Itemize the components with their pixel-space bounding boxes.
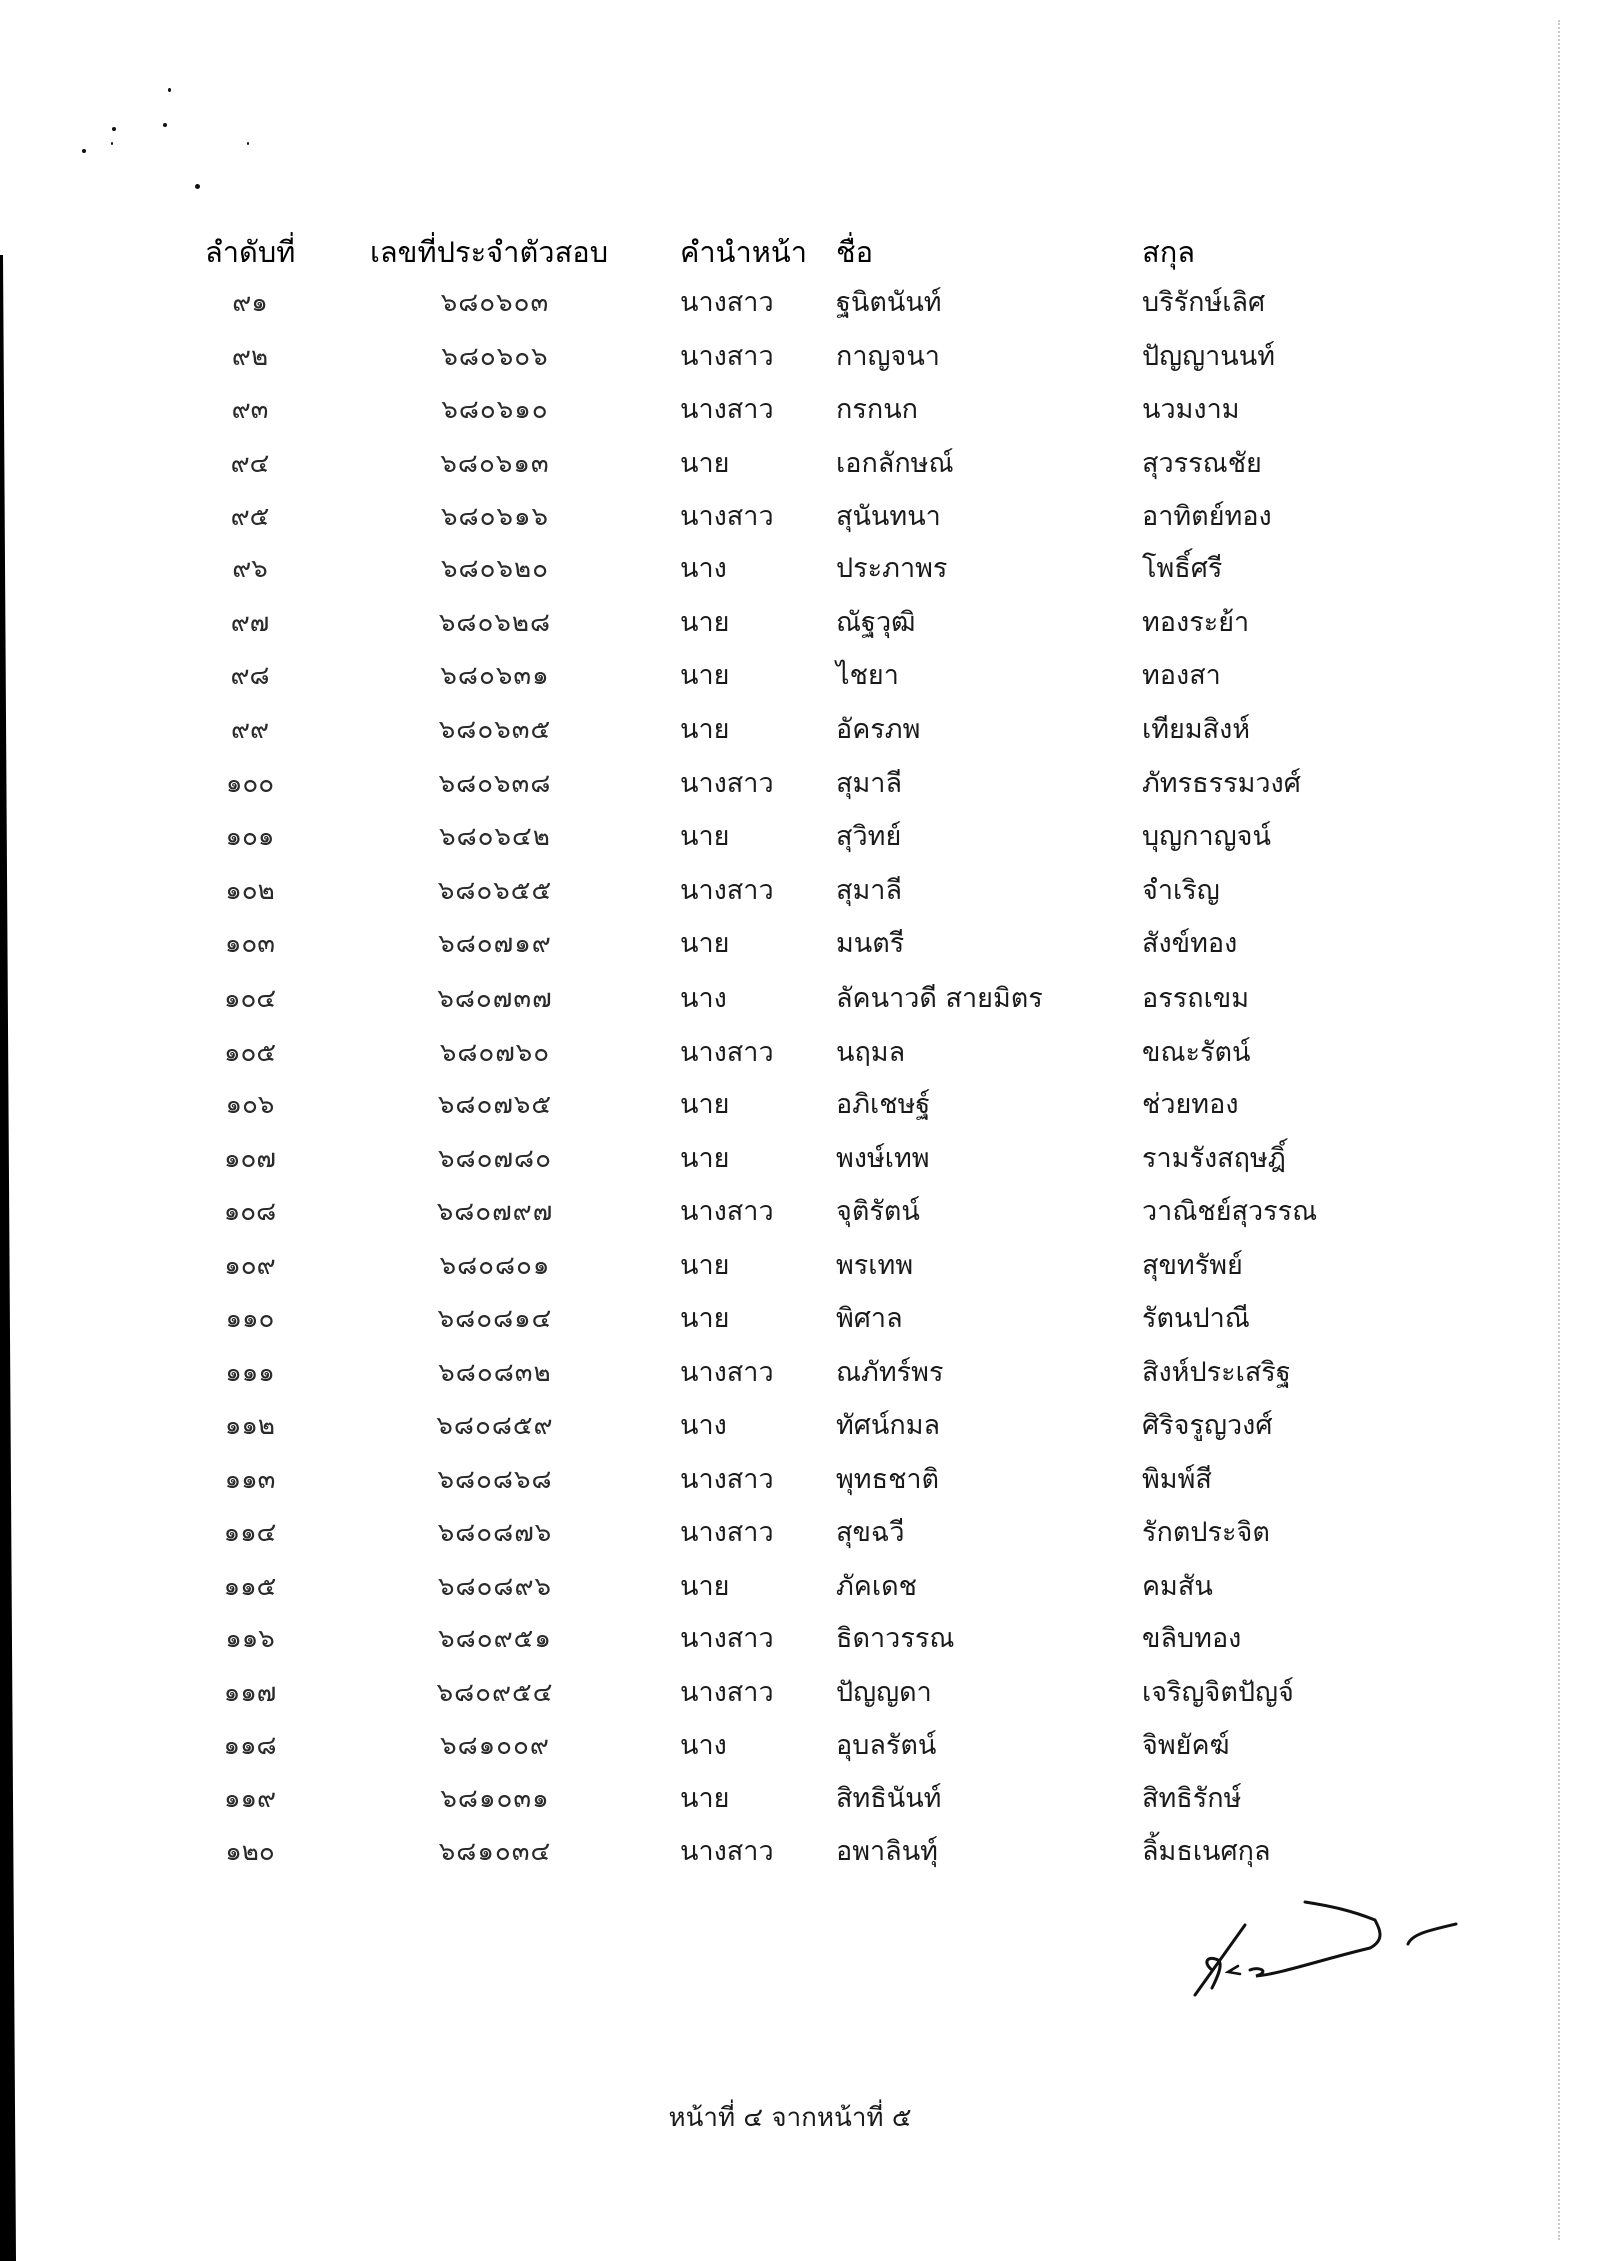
header-first-name: ชื่อ	[836, 235, 874, 269]
row-first-name: อพาลินทุ์	[836, 1836, 938, 1867]
row-first-name: ทัศน์กมล	[836, 1410, 941, 1441]
row-prefix: นางสาว	[680, 394, 774, 425]
row-first-name: จุติรัตน์	[836, 1196, 920, 1227]
speck	[112, 127, 116, 131]
row-no: ๑๐๕	[223, 1038, 277, 1068]
row-prefix: นาง	[680, 1410, 727, 1441]
row-no: ๙๖	[232, 554, 268, 584]
row-first-name: พรเทพ	[836, 1250, 914, 1281]
row-first-name: อภิเชษฐ์	[836, 1089, 931, 1120]
row-last-name: คมสัน	[1142, 1571, 1213, 1602]
row-first-name: อุบลรัตน์	[836, 1730, 937, 1761]
speck	[195, 184, 200, 189]
table-row	[0, 979, 1600, 1019]
table-row	[0, 1246, 1600, 1286]
speck	[82, 149, 86, 153]
row-no: ๙๙	[230, 715, 270, 745]
row-no: ๑๐๒	[225, 876, 275, 906]
row-no: ๙๓	[231, 395, 269, 425]
row-prefix: นางสาว	[680, 1037, 774, 1068]
row-no: ๙๒	[231, 342, 269, 372]
table-row	[0, 1460, 1600, 1500]
row-last-name: ทองสา	[1142, 660, 1221, 691]
header-no: ลำดับที่	[205, 235, 296, 269]
row-no: ๑๑๐	[225, 1304, 275, 1334]
row-exam-id: ๖๘๐๘๑๔	[437, 1304, 553, 1334]
row-exam-id: ๖๘๐๖๕๕	[437, 876, 553, 906]
row-first-name: สุนันทนา	[836, 501, 941, 532]
row-last-name: ช่วยทอง	[1142, 1089, 1239, 1120]
row-prefix: นาย	[680, 660, 730, 691]
table-row	[0, 1726, 1600, 1766]
row-last-name: เจริญจิตปัญจ์	[1142, 1677, 1294, 1708]
row-prefix: นางสาว	[680, 1517, 774, 1548]
table-row	[0, 1673, 1600, 1713]
row-no: ๑๑๖	[225, 1624, 275, 1654]
row-prefix: นาย	[680, 1089, 730, 1120]
row-first-name: ไชยา	[836, 660, 899, 691]
row-first-name: ภัคเดช	[836, 1571, 917, 1602]
row-prefix: นาย	[680, 821, 730, 852]
row-prefix: นางสาว	[680, 1357, 774, 1388]
row-first-name: สุมาลี	[836, 875, 902, 906]
row-last-name: สิทธิรักษ์	[1142, 1783, 1242, 1814]
row-prefix: นางสาว	[680, 1196, 774, 1227]
row-no: ๑๐๖	[225, 1090, 275, 1120]
table-row	[0, 1513, 1600, 1553]
table-row	[0, 1353, 1600, 1393]
table-row	[0, 710, 1600, 750]
row-no: ๑๐๘	[223, 1197, 277, 1227]
row-exam-id: ๖๘๐๘๓๒	[438, 1358, 552, 1388]
row-exam-id: ๖๘๑๐๐๙	[440, 1731, 550, 1761]
row-last-name: พิมพ์สี	[1142, 1464, 1212, 1495]
speck	[168, 88, 171, 92]
row-exam-id: ๖๘๐๘๖๘	[437, 1465, 553, 1495]
page-footer	[0, 2100, 1600, 2136]
row-exam-id: ๖๘๑๐๓๑	[440, 1784, 550, 1814]
row-no: ๑๑๔	[223, 1518, 277, 1548]
table-row	[0, 1619, 1600, 1659]
header-last-name: สกุล	[1142, 235, 1196, 269]
table-row	[0, 1139, 1600, 1179]
row-exam-id: ๖๘๐๗๙๗	[436, 1197, 554, 1227]
row-prefix: นางสาว	[680, 768, 774, 799]
row-last-name: รามรังสฤษฎิ์	[1142, 1143, 1286, 1174]
row-prefix: นาง	[680, 1730, 727, 1761]
row-first-name: พงษ์เทพ	[836, 1143, 930, 1174]
row-prefix: นาย	[680, 928, 730, 959]
header-exam-id: เลขที่ประจำตัวสอบ	[370, 235, 609, 269]
row-last-name: รัตนปาณี	[1142, 1303, 1250, 1334]
row-first-name: สิทธินันท์	[836, 1783, 942, 1814]
row-first-name: เอกลักษณ์	[836, 448, 954, 479]
row-no: ๙๕	[230, 502, 270, 532]
row-last-name: ศิริจรูญวงศ์	[1142, 1410, 1273, 1441]
row-exam-id: ๖๘๐๗๖๐	[439, 1038, 551, 1068]
row-last-name: โพธิ์ศรี	[1142, 553, 1223, 584]
table-row	[0, 1192, 1600, 1232]
row-no: ๑๑๗	[223, 1678, 277, 1708]
row-last-name: ลิ้มธเนศกุล	[1142, 1836, 1271, 1867]
row-no: ๑๑๘	[223, 1731, 277, 1761]
row-last-name: นวมงาม	[1142, 394, 1240, 425]
row-exam-id: ๖๘๑๐๓๔	[438, 1837, 552, 1867]
row-first-name: สุวิทย์	[836, 821, 902, 852]
row-no: ๑๑๒	[224, 1411, 276, 1441]
row-exam-id: ๖๘๐๖๓๕	[438, 715, 552, 745]
row-prefix: นาย	[680, 1303, 730, 1334]
row-no: ๙๗	[230, 608, 270, 638]
table-row	[0, 549, 1600, 589]
row-last-name: สุขทรัพย์	[1142, 1250, 1243, 1281]
row-prefix: นาย	[680, 1783, 730, 1814]
row-exam-id: ๖๘๐๖๐๓	[440, 288, 550, 318]
row-exam-id: ๖๘๐๖๓๘	[438, 769, 552, 799]
row-exam-id: ๖๘๐๗๖๕	[437, 1090, 553, 1120]
row-last-name: สุวรรณชัย	[1142, 448, 1262, 479]
row-first-name: มนตรี	[836, 928, 905, 959]
table-row	[0, 444, 1600, 484]
row-prefix: นาย	[680, 1250, 730, 1281]
row-exam-id: ๖๘๐๗๑๙	[438, 929, 552, 959]
table-row	[0, 603, 1600, 643]
table-row	[0, 656, 1600, 696]
table-row	[0, 1406, 1600, 1446]
row-exam-id: ๖๘๐๙๕๑	[438, 1624, 552, 1654]
row-prefix: นางสาว	[680, 1464, 774, 1495]
row-exam-id: ๖๘๐๖๒๐	[441, 554, 549, 584]
table-row	[0, 283, 1600, 323]
row-last-name: สิงห์ประเสริฐ	[1142, 1357, 1291, 1388]
row-last-name: ขลิบทอง	[1142, 1623, 1242, 1654]
row-prefix: นาย	[680, 1143, 730, 1174]
row-first-name: กรกนก	[836, 394, 919, 425]
row-first-name: นฤมล	[836, 1037, 906, 1068]
row-first-name: ประภาพร	[836, 553, 948, 584]
row-last-name: ภัทรธรรมวงศ์	[1142, 768, 1301, 799]
row-last-name: สังข์ทอง	[1142, 928, 1238, 959]
table-row	[0, 1567, 1600, 1607]
row-last-name: รักตประจิต	[1142, 1517, 1270, 1548]
row-exam-id: ๖๘๐๗๘๐	[438, 1144, 552, 1174]
row-last-name: เทียมสิงห์	[1142, 714, 1251, 745]
row-last-name: วาณิชย์สุวรรณ	[1142, 1196, 1318, 1227]
row-exam-id: ๖๘๐๙๕๔	[436, 1678, 554, 1708]
row-prefix: นาย	[680, 1571, 730, 1602]
table-row	[0, 1299, 1600, 1339]
row-prefix: นางสาว	[680, 501, 774, 532]
table-row	[0, 1779, 1600, 1819]
row-prefix: นางสาว	[680, 1623, 774, 1654]
row-last-name: จำเริญ	[1142, 875, 1220, 906]
page-number-label: หน้าที่ ๔ จากหน้าที่ ๕	[668, 2103, 912, 2133]
table-row	[0, 871, 1600, 911]
row-first-name: ลัคนาวดี สายมิตร	[836, 983, 1043, 1014]
row-first-name: ณัฐวุฒิ	[836, 607, 916, 638]
table-row	[0, 497, 1600, 537]
row-exam-id: ๖๘๐๖๐๖	[441, 342, 549, 372]
table-row	[0, 764, 1600, 804]
table-header	[0, 232, 1600, 272]
row-first-name: ธิดาวรรณ	[836, 1623, 955, 1654]
row-last-name: ปัญญานนท์	[1142, 341, 1276, 372]
table-row	[0, 924, 1600, 964]
header-prefix: คำนำหน้า	[680, 235, 808, 269]
row-no: ๑๑๑	[225, 1358, 275, 1388]
row-prefix: นางสาว	[680, 1836, 774, 1867]
row-exam-id: ๖๘๐๖๓๑	[440, 661, 550, 691]
row-no: ๙๑	[232, 288, 268, 318]
table-row	[0, 1832, 1600, 1872]
row-first-name: กาญจนา	[836, 341, 940, 372]
table-row	[0, 337, 1600, 377]
row-prefix: นางสาว	[680, 875, 774, 906]
row-last-name: ขณะรัตน์	[1142, 1037, 1251, 1068]
row-prefix: นางสาว	[680, 1677, 774, 1708]
row-prefix: นางสาว	[680, 287, 774, 318]
row-prefix: นาย	[680, 607, 730, 638]
row-prefix: นาง	[680, 983, 727, 1014]
row-no: ๑๑๓	[224, 1465, 276, 1495]
row-exam-id: ๖๘๐๖๔๒	[439, 822, 551, 852]
table-row	[0, 390, 1600, 430]
row-last-name: บริรักษ์เลิศ	[1142, 287, 1266, 318]
row-exam-id: ๖๘๐๖๑๐	[441, 395, 549, 425]
row-no: ๑๒๐	[225, 1837, 275, 1867]
row-first-name: ปัญญดา	[836, 1677, 932, 1708]
row-prefix: นาย	[680, 714, 730, 745]
row-no: ๑๐๐	[225, 769, 275, 799]
row-first-name: พุทธชาติ	[836, 1464, 940, 1495]
speck	[111, 142, 113, 145]
table-row	[0, 1085, 1600, 1125]
table-row	[0, 1033, 1600, 1073]
row-first-name: ฐนิตนันท์	[836, 287, 942, 318]
row-exam-id: ๖๘๐๘๙๖	[437, 1572, 553, 1602]
row-exam-id: ๖๘๐๖๑๖	[441, 502, 549, 532]
row-last-name: อรรถเขม	[1142, 983, 1250, 1014]
row-no: ๑๑๕	[223, 1572, 277, 1602]
row-first-name: สุขฉวี	[836, 1517, 905, 1548]
row-last-name: จิพยัคฆ์	[1142, 1730, 1230, 1761]
row-prefix: นาย	[680, 448, 730, 479]
row-prefix: นาง	[680, 553, 727, 584]
row-exam-id: ๖๘๐๘๐๑	[439, 1251, 551, 1281]
row-no: ๑๐๑	[225, 822, 275, 852]
row-no: ๙๘	[230, 661, 270, 691]
row-exam-id: ๖๘๐๘๕๙	[436, 1411, 554, 1441]
speck	[163, 123, 167, 127]
signature	[1190, 1900, 1490, 2010]
row-exam-id: ๖๘๐๘๗๖	[437, 1518, 553, 1548]
row-prefix: นางสาว	[680, 341, 774, 372]
row-no: ๑๐๔	[223, 984, 277, 1014]
table-row	[0, 817, 1600, 857]
row-exam-id: ๖๘๐๖๒๘	[438, 608, 552, 638]
row-no: ๑๐๓	[224, 929, 276, 959]
speck	[247, 142, 249, 145]
row-first-name: พิศาล	[836, 1303, 903, 1334]
row-no: ๙๔	[230, 449, 270, 479]
row-last-name: บุญกาญจน์	[1142, 821, 1271, 852]
row-first-name: อัครภพ	[836, 714, 921, 745]
row-exam-id: ๖๘๐๗๓๗	[437, 984, 553, 1014]
row-no: ๑๑๙	[223, 1784, 277, 1814]
row-no: ๑๐๙	[224, 1251, 276, 1281]
row-first-name: สุมาลี	[836, 768, 902, 799]
row-exam-id: ๖๘๐๖๑๓	[440, 449, 550, 479]
row-last-name: ทองระย้า	[1142, 607, 1250, 638]
row-first-name: ณภัทร์พร	[836, 1357, 944, 1388]
row-last-name: อาทิตย์ทอง	[1142, 501, 1272, 532]
row-no: ๑๐๗	[224, 1144, 276, 1174]
